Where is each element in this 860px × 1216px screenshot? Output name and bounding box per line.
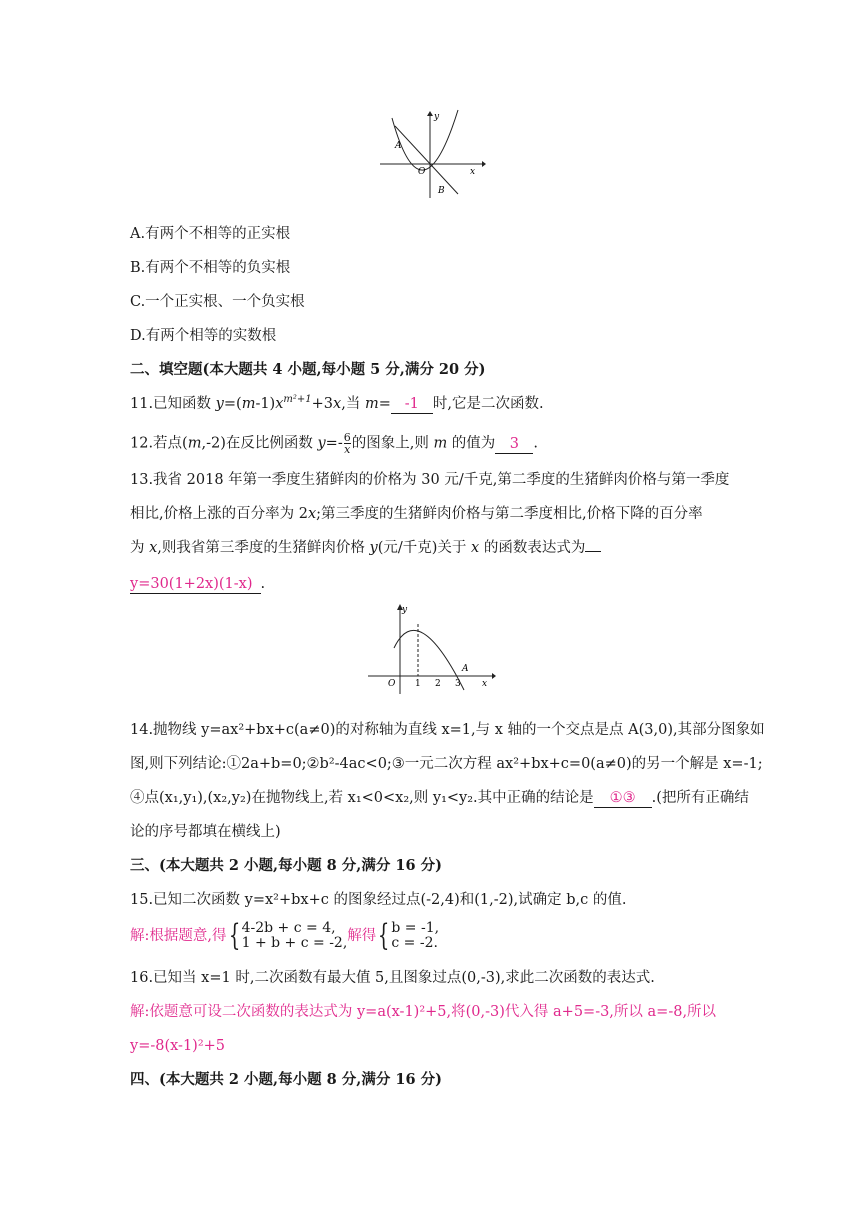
label-B: B (438, 186, 445, 196)
section-2-title: 二、填空题(本大题共 4 小题,每小题 5 分,满分 20 分) (130, 361, 486, 378)
question-13-answer-line: y=30(1+2x)(1-x) . (130, 576, 266, 592)
question-16: 16.已知当 x=1 时,二次函数有最大值 5,且图象过点(0,-3),求此二次函数的表达式. (130, 970, 655, 986)
label-x: x (482, 679, 488, 689)
answer-14: ①③ (609, 790, 636, 806)
label-O: O (418, 167, 426, 177)
solution-16-line-2: y=-8(x-1)²+5 (130, 1038, 226, 1054)
option-d: D.有两个相等的实数根 (130, 328, 277, 344)
parabola-curve (392, 110, 458, 170)
tick-3: 3 (455, 679, 461, 689)
solution-15: 解:根据题意,得{ 4-2b + c = 4, 1 + b + c = -2,解得{ b = -1, c = -2. (130, 918, 440, 953)
question-14-line-4: 论的序号都填在横线上) (130, 824, 281, 840)
x-axis-arrow (492, 673, 496, 679)
question-13-line-3: 为 x,则我省第三季度的生猪鲜肉价格 y(元/千克)关于 x 的函数表达式为 (130, 538, 601, 558)
label-x: x (470, 167, 476, 177)
question-13-line-1: 13.我省 2018 年第一季度生猪鲜肉的价格为 30 元/千克,第二季度的生猪鲜肉价格与第一季度 (130, 472, 730, 488)
option-b: B.有两个不相等的负实根 (130, 260, 291, 276)
section-3-title: 三、(本大题共 2 小题,每小题 8 分,满分 16 分) (130, 857, 442, 874)
question-13-line-2: 相比,价格上涨的百分率为 2x;第三季度的生猪鲜肉价格与第二季度相比,价格下降的百分率 (130, 506, 703, 522)
option-c: C.一个正实根、一个负实根 (130, 294, 305, 310)
label-y: y (402, 605, 408, 615)
label-A: A (395, 141, 402, 151)
y-axis-arrow (427, 111, 433, 116)
parabola-curve (394, 630, 464, 690)
fraction-6-over-x: $\frac{6}{x}$ (343, 431, 351, 456)
figure-parabola-line (378, 108, 488, 200)
answer-13: y=30(1+2x)(1-x) (130, 576, 253, 592)
question-11: 11.已知函数 $y=(m-1)x^{m^2+1}+3x$,当 m= -1 时,它是二次函数. (130, 394, 544, 412)
label-y: y (434, 112, 440, 122)
question-14-line-1: 14.抛物线 y=ax²+bx+c(a≠0)的对称轴为直线 x=1,与 x 轴的一个交点是点 A(3,0),其部分图象如 (130, 722, 765, 738)
section-4-title: 四、(本大题共 2 小题,每小题 8 分,满分 16 分) (130, 1071, 442, 1088)
x-axis-arrow (482, 161, 486, 167)
tick-2: 2 (435, 679, 441, 689)
tick-1: 1 (415, 679, 421, 689)
answer-12: 3 (509, 435, 519, 452)
question-14-line-2: 图,则下列结论:①2a+b=0;②b²-4ac<0;③一元二次方程 ax²+bx+c=0(a≠0)的另一个解是 x=-1; (130, 756, 763, 772)
solution-16-line-1: 解:依题意可设二次函数的表达式为 y=a(x-1)²+5,将(0,-3)代入得 a+5=-3,所以 a=-8,所以 (130, 1004, 717, 1020)
label-A: A (462, 664, 469, 674)
answer-11: -1 (404, 396, 419, 412)
figure-parabola-axis (364, 600, 500, 698)
label-O: O (388, 679, 396, 689)
option-a: A.有两个不相等的正实根 (130, 226, 291, 242)
question-12: 12.若点(m,-2)在反比例函数 y=- $\frac{6}{x}$ 的图象上,则 m 的值为 3 . (130, 431, 538, 456)
question-14-line-3: ④点(x₁,y₁),(x₂,y₂)在抛物线上,若 x₁<0<x₂,则 y₁<y₂.其中正确的结论是 ①③ .(把所有正确结 (130, 790, 749, 806)
question-15: 15.已知二次函数 y=x²+bx+c 的图象经过点(-2,4)和(1,-2),试确定 b,c 的值. (130, 892, 627, 908)
